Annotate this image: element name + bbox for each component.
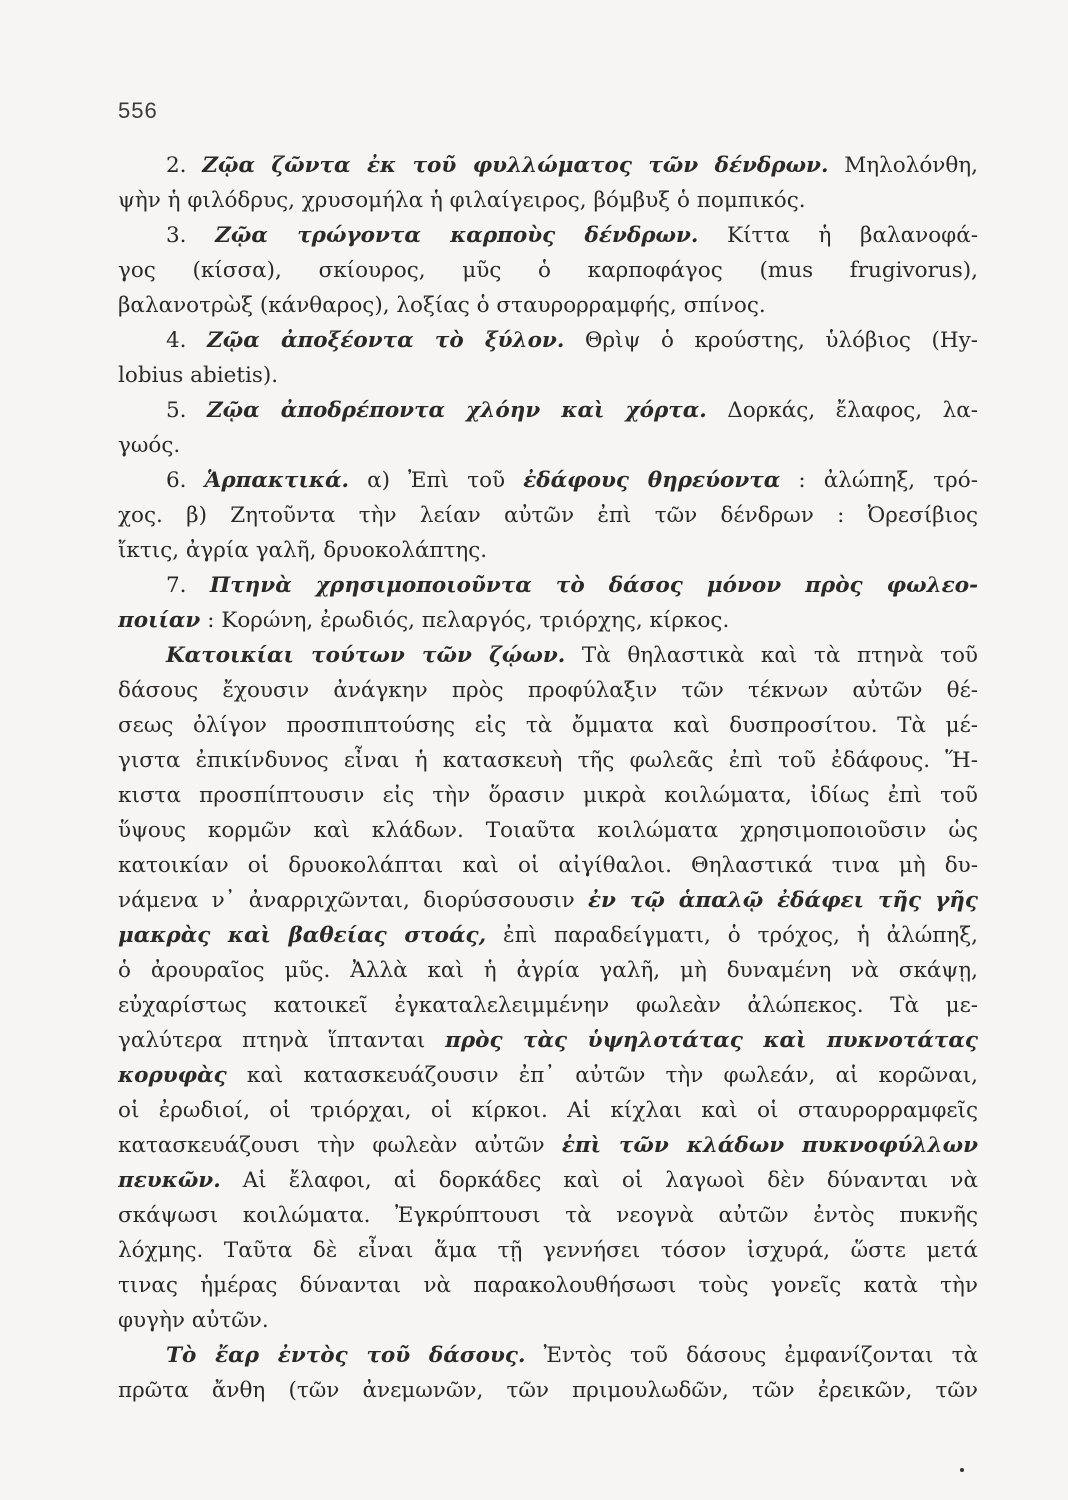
emphasis-text: Τὸ ἔαρ ἐντὸς τοῦ δάσους. xyxy=(166,1343,526,1368)
emphasis-text: Πτηνὰ χρησιμοποιοῦντα τὸ δάσος μόνον πρὸς φωλεο- xyxy=(209,573,978,598)
emphasis-text: ποιίαν xyxy=(118,608,201,633)
text-line xyxy=(118,1338,978,1373)
text-line xyxy=(118,883,978,918)
text-line xyxy=(118,953,978,988)
body-text-run: Ἐντὸς τοῦ δάσους ἐμφανίζονται τὰ xyxy=(525,1343,978,1368)
text-line xyxy=(118,428,978,463)
emphasis-text: Ζῷα ζῶντα ἐκ τοῦ φυλλώματος τῶν δένδρων. xyxy=(202,153,829,178)
body-text-run: lobius abietis). xyxy=(118,363,279,388)
body-text-run: Μηλολόνθη, xyxy=(828,153,978,178)
text-line xyxy=(118,1058,978,1093)
text-line xyxy=(118,813,978,848)
emphasis-text: ἐπὶ τῶν κλάδων πυκνοφύλλων xyxy=(561,1133,978,1158)
body-text-run: βαλανοτρὼξ (κάνθαρος), λοξίας ὁ σταυρορραμφής, σπίνος. xyxy=(118,293,766,318)
text-line xyxy=(118,1198,978,1233)
text-line xyxy=(118,1093,978,1128)
body-text-run: πρῶτα ἄνθη (τῶν ἀνεμωνῶν, τῶν πριμουλωδῶν, τῶν ἐρεικῶν, τῶν xyxy=(118,1378,978,1403)
body-text-run: Θρὶψ ὁ κρούστης, ὑλόβιος (Hy- xyxy=(564,328,978,353)
text-line xyxy=(118,743,978,778)
text-line xyxy=(118,288,978,323)
body-text-run: Δορκάς, ἔλαφος, λα- xyxy=(706,398,978,423)
text-line xyxy=(118,148,978,183)
body-text-run: 7. xyxy=(166,573,210,598)
page-number: 556 xyxy=(118,98,158,123)
text-line xyxy=(118,463,978,498)
emphasis-text: Κατοικίαι τούτων τῶν ζῴων. xyxy=(166,643,566,668)
text-line xyxy=(118,1023,978,1058)
body-text-run: ὕψους κορμῶν καὶ κλάδων. Τοιαῦτα κοιλώματα χρησιμοποιοῦσιν ὡς xyxy=(118,818,978,843)
text-line xyxy=(118,603,978,638)
body-text-run: Κίττα ἡ βαλανοφά- xyxy=(698,223,978,248)
text-line xyxy=(118,708,978,743)
emphasis-text: ἐν τῷ ἁπαλῷ ἐδάφει τῆς γῆς xyxy=(587,888,978,913)
body-text-run: νάμενα ν᾽ ἀναρριχῶνται, διορύσσουσιν xyxy=(118,888,588,913)
body-text-run: ἐπὶ παραδείγματι, ὁ τρόχος, ἡ ἀλώπηξ, xyxy=(486,923,978,948)
body-text-run: τινας ἡμέρας δύνανται νὰ παρακολουθήσωσι τοὺς γονεῖς κατὰ τὴν xyxy=(118,1273,978,1298)
text-line xyxy=(118,323,978,358)
text-line xyxy=(118,393,978,428)
body-text-run: 5. xyxy=(166,398,207,423)
emphasis-text: κορυφὰς xyxy=(118,1063,227,1088)
body-text-run: γιστα ἐπικίνδυνος εἶναι ἡ κατασκευὴ τῆς φωλεᾶς ἐπὶ τοῦ ἐδάφους. Ἥ- xyxy=(118,748,978,773)
text-line xyxy=(118,1303,978,1338)
text-line xyxy=(118,218,978,253)
emphasis-text: πευκῶν. xyxy=(118,1168,221,1193)
body-text-run: α) Ἐπὶ τοῦ xyxy=(349,468,524,493)
body-text-run: γωός. xyxy=(118,433,181,458)
text-line xyxy=(118,498,978,533)
body-text-run: κιστα προσπίπτουσιν εἰς τὴν ὅρασιν μικρὰ κοιλώματα, ἰδίως ἐπὶ τοῦ xyxy=(118,783,978,808)
body-text-run: σκάψωσι κοιλώματα. Ἐγκρύπτουσι τὰ νεογνὰ αὐτῶν ἐντὸς πυκνῆς xyxy=(118,1203,978,1228)
ink-dot xyxy=(960,1468,964,1472)
body-text-run: 4. xyxy=(166,328,208,353)
text-line xyxy=(118,918,978,953)
body-text-run: καὶ κατασκευάζουσιν ἐπ᾽ αὐτῶν τὴν φωλεάν, αἱ κορῶναι, xyxy=(226,1063,978,1088)
body-text-run: ψὴν ἡ φιλόδρυς, χρυσομήλα ἡ φιλαίγειρος, βόμβυξ ὁ πομπικός. xyxy=(118,188,806,213)
body-text-run: 2. xyxy=(166,153,203,178)
text-line xyxy=(118,1233,978,1268)
text-line xyxy=(118,183,978,218)
emphasis-text: πρὸς τὰς ὑψηλοτάτας καὶ πυκνοτάτας xyxy=(445,1028,978,1053)
body-text-run: οἱ ἐρωδιοί, οἱ τριόρχαι, οἱ κίρκοι. Αἱ κίχλαι καὶ οἱ σταυρορραμφεῖς xyxy=(118,1098,978,1123)
emphasis-text: μακρὰς καὶ βαθείας στοάς, xyxy=(118,923,487,948)
body-text-run: γαλύτερα πτηνὰ ἵπτανται xyxy=(118,1028,446,1053)
body-text-run: κατασκευάζουσι τὴν φωλεὰν αὐτῶν xyxy=(118,1133,562,1158)
body-text-run: εὐχαρίστως κατοικεῖ ἐγκαταλελειμμένην φωλεὰν ἀλώπεκος. Τὰ με- xyxy=(118,993,978,1018)
body-text-run: : ἀλώπηξ, τρό- xyxy=(780,468,978,493)
body-text-run: 3. xyxy=(166,223,216,248)
body-text-run: Τὰ θηλαστικὰ καὶ τὰ πτηνὰ τοῦ xyxy=(565,643,978,668)
emphasis-text: Ζῷα τρώγοντα καρποὺς δένδρων. xyxy=(215,223,699,248)
text-line xyxy=(118,1128,978,1163)
emphasis-text: Ἁρπακτικά. xyxy=(204,468,350,493)
emphasis-text: ἐδάφους θηρεύοντα xyxy=(523,468,781,493)
emphasis-text: Ζῷα ἀποδρέποντα χλόην καὶ χόρτα. xyxy=(206,398,707,423)
text-line xyxy=(118,358,978,393)
body-text-run: γος (κίσσα), σκίουρος, μῦς ὁ καρποφάγος (mus frugivorus), xyxy=(118,258,978,283)
text-line xyxy=(118,253,978,288)
text-line xyxy=(118,533,978,568)
text-line xyxy=(118,778,978,813)
body-text xyxy=(118,148,978,1408)
body-text-run: σεως ὀλίγον προσπιπτούσης εἰς τὰ ὄμματα καὶ δυσπροσίτου. Τὰ μέ- xyxy=(118,713,978,738)
body-text-run: κατοικίαν οἱ δρυοκολάπται καὶ οἱ αἰγίθαλοι. Θηλαστικά τινα μὴ δυ- xyxy=(118,853,978,878)
text-line xyxy=(118,848,978,883)
body-text-run: ἴκτις, ἀγρία γαλῆ, δρυοκολάπτης. xyxy=(118,538,488,563)
body-text-run: φυγὴν αὐτῶν. xyxy=(118,1308,269,1333)
body-text-run: ὁ ἀρουραῖος μῦς. Ἀλλὰ καὶ ἡ ἀγρία γαλῆ, μὴ δυναμένη νὰ σκάψῃ, xyxy=(118,958,978,983)
body-text-run: χος. β) Ζητοῦντα τὴν λείαν αὐτῶν ἐπὶ τῶν δένδρων : Ὀρεσίβιος xyxy=(118,503,978,528)
text-line xyxy=(118,673,978,708)
text-line xyxy=(118,1373,978,1408)
text-line xyxy=(118,988,978,1023)
body-text-run: δάσους ἔχουσιν ἀνάγκην πρὸς προφύλαξιν τῶν τέκνων αὐτῶν θέ- xyxy=(118,678,978,703)
text-line xyxy=(118,638,978,673)
text-line xyxy=(118,568,978,603)
text-line xyxy=(118,1163,978,1198)
body-text-run: 6. xyxy=(166,468,205,493)
emphasis-text: Ζῷα ἀποξέοντα τὸ ξύλον. xyxy=(207,328,565,353)
body-text-run: λόχμης. Ταῦτα δὲ εἶναι ἅμα τῇ γεννήσει τόσον ἰσχυρά, ὥστε μετά xyxy=(118,1238,978,1263)
body-text-run: Αἱ ἔλαφοι, αἱ δορκάδες καὶ οἱ λαγωοὶ δὲν δύνανται νὰ xyxy=(220,1168,978,1193)
text-line xyxy=(118,1268,978,1303)
body-text-run: : Κορώνη, ἐρωδιός, πελαργός, τριόρχης, κίρκος. xyxy=(200,608,730,633)
